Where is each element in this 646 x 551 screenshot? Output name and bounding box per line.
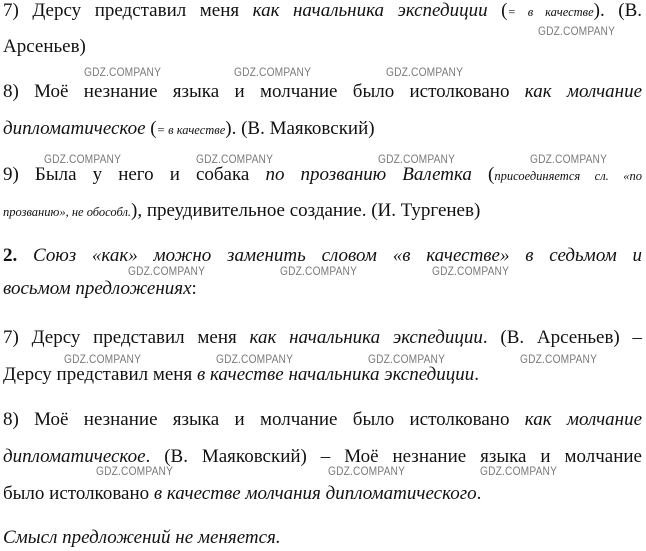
text-run: . [476, 483, 482, 504]
watermark: GDZ.COMPANY [96, 464, 174, 478]
watermark: GDZ.COMPANY [280, 264, 358, 278]
note-run: = в качестве [156, 123, 226, 137]
text-line-1 [3, 0, 642, 23]
watermark: GDZ.COMPANY [64, 352, 142, 366]
text-run: . [474, 364, 480, 385]
text-run: . (В. Маяковский) – Моё незнание языка и молчание [145, 446, 642, 467]
italic-run: по прозванию Валетка [265, 164, 472, 185]
text-run: ( [487, 0, 508, 21]
text-run: ). (В. Маяковский) [225, 118, 375, 139]
watermark: GDZ.COMPANY [216, 352, 294, 366]
text-run: . (В. Арсеньев) – [482, 327, 643, 348]
text-line-6 [3, 200, 642, 223]
text-line-9 [3, 327, 642, 349]
note-run: прозванию», не обособл. [3, 205, 132, 219]
italic-run: дипломатическое [3, 118, 146, 139]
watermark: GDZ.COMPANY [368, 352, 446, 366]
text-line-2 [3, 36, 642, 58]
note-run: = в качестве [507, 5, 594, 19]
watermark: GDZ.COMPANY [480, 464, 558, 478]
italic-run: Смысл предложений не меняется. [3, 527, 281, 548]
watermark: GDZ.COMPANY [196, 152, 274, 166]
text-line-11 [3, 409, 642, 431]
text-run: 7) Дерсу представил меня [3, 0, 253, 21]
watermark: GDZ.COMPANY [432, 264, 510, 278]
italic-run: как молчание [524, 81, 642, 102]
italic-run: в качестве начальника экспедиции [196, 364, 475, 385]
text-run: 9) Была у него и собака [3, 164, 266, 185]
text-line-13 [3, 483, 642, 505]
italic-run: восьмом предложениях [3, 278, 192, 299]
watermark: GDZ.COMPANY [530, 152, 608, 166]
watermark: GDZ.COMPANY [386, 65, 464, 79]
text-line-4 [3, 118, 642, 141]
italic-run: в качестве молчания дипломатического [153, 483, 477, 504]
note-run: присоединяется сл. «по [494, 169, 642, 183]
text-run: ( [145, 118, 157, 139]
text-run: Арсеньев) [3, 36, 86, 57]
text-run: было истолковано [3, 483, 154, 504]
text-run: 8) Моё незнание языка и молчание было истолковано [3, 409, 525, 430]
italic-run: дипломатическое [3, 446, 146, 467]
section-number: 2. [3, 245, 18, 266]
watermark: GDZ.COMPANY [538, 24, 616, 38]
italic-run: как начальника экспедиции [249, 327, 483, 348]
watermark: GDZ.COMPANY [520, 352, 598, 366]
text-line-3 [3, 81, 642, 103]
text-run: 7) Дерсу представил меня [3, 327, 250, 348]
italic-run: как начальника экспедиции [252, 0, 488, 21]
text-line-10 [3, 364, 642, 386]
watermark: GDZ.COMPANY [378, 152, 456, 166]
text-run: Дерсу представил меня [3, 364, 197, 385]
text-run: ). (В. [593, 0, 642, 21]
text-run: ( [471, 164, 495, 185]
watermark: GDZ.COMPANY [328, 464, 406, 478]
watermark: GDZ.COMPANY [234, 65, 312, 79]
italic-run: Союз «как» можно заменить словом «в качестве» в седьмом и [17, 245, 642, 266]
text-line-14 [3, 527, 642, 549]
text-line-5 [3, 164, 642, 187]
text-run: ), преудивительное создание. (И. Тургенев) [131, 200, 481, 221]
text-run: 8) Моё незнание языка и молчание было истолковано [3, 81, 525, 102]
text-line-8 [3, 278, 642, 300]
text-run: : [191, 278, 197, 299]
watermark: GDZ.COMPANY [128, 264, 206, 278]
italic-run: как молчание [524, 409, 642, 430]
watermark: GDZ.COMPANY [44, 152, 122, 166]
watermark: GDZ.COMPANY [84, 65, 162, 79]
